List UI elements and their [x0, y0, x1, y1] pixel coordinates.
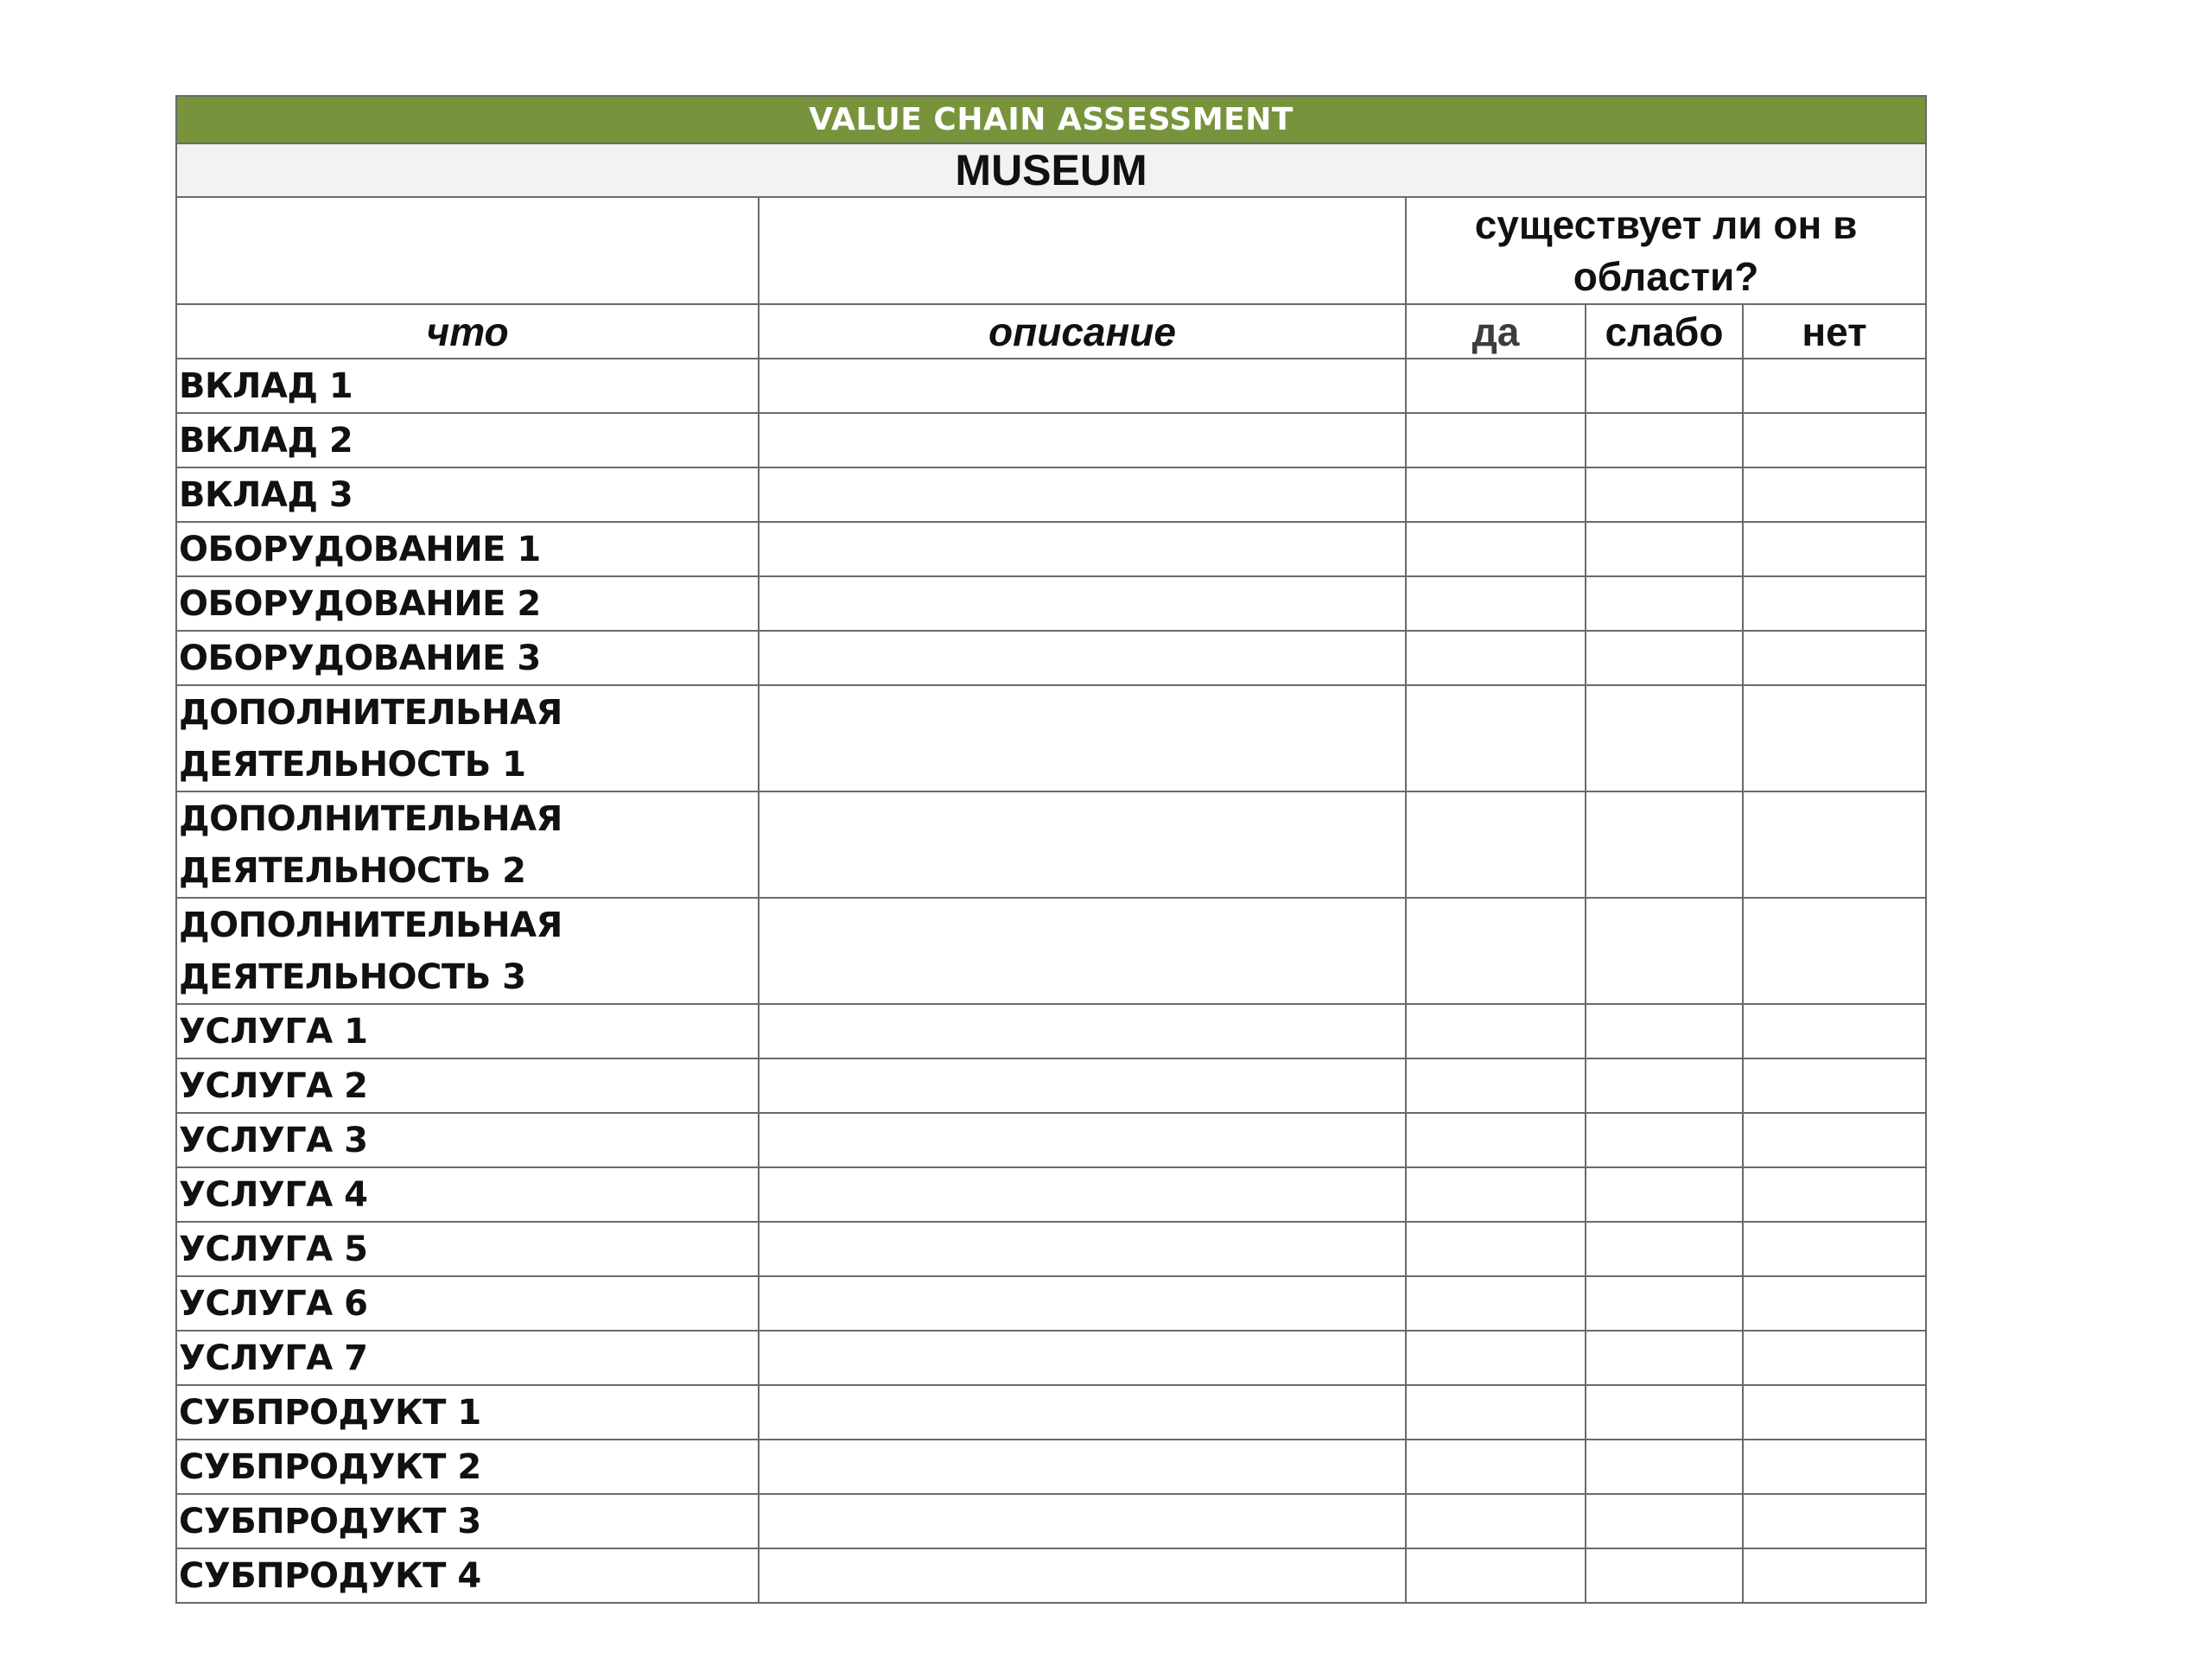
table-row [176, 1331, 1926, 1385]
yes-cell[interactable] [1406, 631, 1586, 685]
row-label: ОБОРУДОВАНИЕ 2 [176, 576, 759, 631]
column-header-what: что [176, 304, 759, 359]
blank-header-cell [759, 197, 1406, 304]
yes-cell[interactable] [1406, 1440, 1586, 1494]
no-cell[interactable] [1743, 413, 1926, 467]
table-row [176, 1004, 1926, 1058]
table-row [176, 1548, 1926, 1603]
description-cell[interactable] [759, 1440, 1406, 1494]
weak-cell[interactable] [1586, 685, 1743, 791]
description-cell[interactable] [759, 898, 1406, 1004]
weak-cell[interactable] [1586, 791, 1743, 898]
description-cell[interactable] [759, 576, 1406, 631]
description-cell[interactable] [759, 791, 1406, 898]
table-row [176, 1385, 1926, 1440]
weak-cell[interactable] [1586, 1331, 1743, 1385]
no-cell[interactable] [1743, 1494, 1926, 1548]
value-chain-table [175, 95, 1927, 1604]
yes-cell[interactable] [1406, 1331, 1586, 1385]
no-cell[interactable] [1743, 631, 1926, 685]
column-header-weak: слабо [1586, 304, 1743, 359]
row-label: УСЛУГА 6 [176, 1276, 759, 1331]
no-cell[interactable] [1743, 359, 1926, 413]
yes-cell[interactable] [1406, 359, 1586, 413]
table-row [176, 1222, 1926, 1276]
weak-cell[interactable] [1586, 1167, 1743, 1222]
row-label: ВКЛАД 1 [176, 359, 759, 413]
yes-cell[interactable] [1406, 1548, 1586, 1603]
table-row [176, 1058, 1926, 1113]
table-row [176, 1276, 1926, 1331]
description-cell[interactable] [759, 1167, 1406, 1222]
no-cell[interactable] [1743, 1004, 1926, 1058]
row-label: УСЛУГА 4 [176, 1167, 759, 1222]
description-cell[interactable] [759, 1548, 1406, 1603]
no-cell[interactable] [1743, 1440, 1926, 1494]
weak-cell[interactable] [1586, 1494, 1743, 1548]
yes-cell[interactable] [1406, 576, 1586, 631]
row-label: СУБПРОДУКТ 2 [176, 1440, 759, 1494]
description-cell[interactable] [759, 1113, 1406, 1167]
weak-cell[interactable] [1586, 522, 1743, 576]
no-cell[interactable] [1743, 1331, 1926, 1385]
yes-cell[interactable] [1406, 467, 1586, 522]
row-label: ВКЛАД 2 [176, 413, 759, 467]
row-label: ОБОРУДОВАНИЕ 1 [176, 522, 759, 576]
no-cell[interactable] [1743, 1548, 1926, 1603]
row-label: СУБПРОДУКТ 3 [176, 1494, 759, 1548]
table-row [176, 467, 1926, 522]
weak-cell[interactable] [1586, 1058, 1743, 1113]
row-label: ОБОРУДОВАНИЕ 3 [176, 631, 759, 685]
description-cell[interactable] [759, 1494, 1406, 1548]
description-cell[interactable] [759, 1385, 1406, 1440]
column-header-description: описание [759, 304, 1406, 359]
no-cell[interactable] [1743, 1113, 1926, 1167]
weak-cell[interactable] [1586, 1440, 1743, 1494]
description-cell[interactable] [759, 1058, 1406, 1113]
page-title: MUSEUM [176, 143, 1926, 197]
row-label: УСЛУГА 2 [176, 1058, 759, 1113]
no-cell[interactable] [1743, 1058, 1926, 1113]
yes-cell[interactable] [1406, 898, 1586, 1004]
yes-cell[interactable] [1406, 413, 1586, 467]
no-cell[interactable] [1743, 576, 1926, 631]
table-row [176, 359, 1926, 413]
row-label: УСЛУГА 5 [176, 1222, 759, 1276]
weak-cell[interactable] [1586, 1113, 1743, 1167]
yes-cell[interactable] [1406, 1004, 1586, 1058]
yes-cell[interactable] [1406, 791, 1586, 898]
no-cell[interactable] [1743, 791, 1926, 898]
table-row [176, 685, 1926, 791]
existence-group-header: существует ли он в области? [1406, 197, 1926, 304]
no-cell[interactable] [1743, 1167, 1926, 1222]
description-cell[interactable] [759, 413, 1406, 467]
row-label: ВКЛАД 3 [176, 467, 759, 522]
table-row [176, 1440, 1926, 1494]
weak-cell[interactable] [1586, 631, 1743, 685]
description-cell[interactable] [759, 1276, 1406, 1331]
yes-cell[interactable] [1406, 685, 1586, 791]
yes-cell[interactable] [1406, 1385, 1586, 1440]
table-row [176, 898, 1926, 1004]
weak-cell[interactable] [1586, 898, 1743, 1004]
no-cell[interactable] [1743, 522, 1926, 576]
no-cell[interactable] [1743, 898, 1926, 1004]
description-cell[interactable] [759, 1222, 1406, 1276]
row-label: ДОПОЛНИТЕЛЬНАЯ ДЕЯТЕЛЬНОСТЬ 1 [176, 685, 759, 791]
yes-cell[interactable] [1406, 1113, 1586, 1167]
blank-header-cell [176, 197, 759, 304]
table-row [176, 576, 1926, 631]
yes-cell[interactable] [1406, 522, 1586, 576]
yes-cell[interactable] [1406, 1167, 1586, 1222]
weak-cell[interactable] [1586, 1222, 1743, 1276]
no-cell[interactable] [1743, 1385, 1926, 1440]
yes-cell[interactable] [1406, 1222, 1586, 1276]
table-row [176, 1167, 1926, 1222]
weak-cell[interactable] [1586, 576, 1743, 631]
weak-cell[interactable] [1586, 1385, 1743, 1440]
description-cell[interactable] [759, 1331, 1406, 1385]
table-row [176, 413, 1926, 467]
row-label: УСЛУГА 3 [176, 1113, 759, 1167]
yes-cell[interactable] [1406, 1276, 1586, 1331]
table-row [176, 791, 1926, 898]
table-row [176, 631, 1926, 685]
description-cell[interactable] [759, 685, 1406, 791]
weak-cell[interactable] [1586, 1004, 1743, 1058]
weak-cell[interactable] [1586, 1276, 1743, 1331]
column-header-no: нет [1743, 304, 1926, 359]
weak-cell[interactable] [1586, 1548, 1743, 1603]
no-cell[interactable] [1743, 1276, 1926, 1331]
table-row [176, 522, 1926, 576]
banner-title: VALUE CHAIN ASSESSMENT [176, 96, 1926, 143]
description-cell[interactable] [759, 467, 1406, 522]
description-cell[interactable] [759, 359, 1406, 413]
weak-cell[interactable] [1586, 467, 1743, 522]
yes-cell[interactable] [1406, 1494, 1586, 1548]
row-label: СУБПРОДУКТ 4 [176, 1548, 759, 1603]
no-cell[interactable] [1743, 467, 1926, 522]
row-label: УСЛУГА 1 [176, 1004, 759, 1058]
row-label: СУБПРОДУКТ 1 [176, 1385, 759, 1440]
no-cell[interactable] [1743, 685, 1926, 791]
description-cell[interactable] [759, 631, 1406, 685]
row-label: УСЛУГА 7 [176, 1331, 759, 1385]
table-row [176, 1494, 1926, 1548]
no-cell[interactable] [1743, 1222, 1926, 1276]
description-cell[interactable] [759, 522, 1406, 576]
table-row [176, 1113, 1926, 1167]
column-header-yes: да [1406, 304, 1586, 359]
yes-cell[interactable] [1406, 1058, 1586, 1113]
row-label: ДОПОЛНИТЕЛЬНАЯ ДЕЯТЕЛЬНОСТЬ 3 [176, 898, 759, 1004]
weak-cell[interactable] [1586, 413, 1743, 467]
row-label: ДОПОЛНИТЕЛЬНАЯ ДЕЯТЕЛЬНОСТЬ 2 [176, 791, 759, 898]
weak-cell[interactable] [1586, 359, 1743, 413]
description-cell[interactable] [759, 1004, 1406, 1058]
